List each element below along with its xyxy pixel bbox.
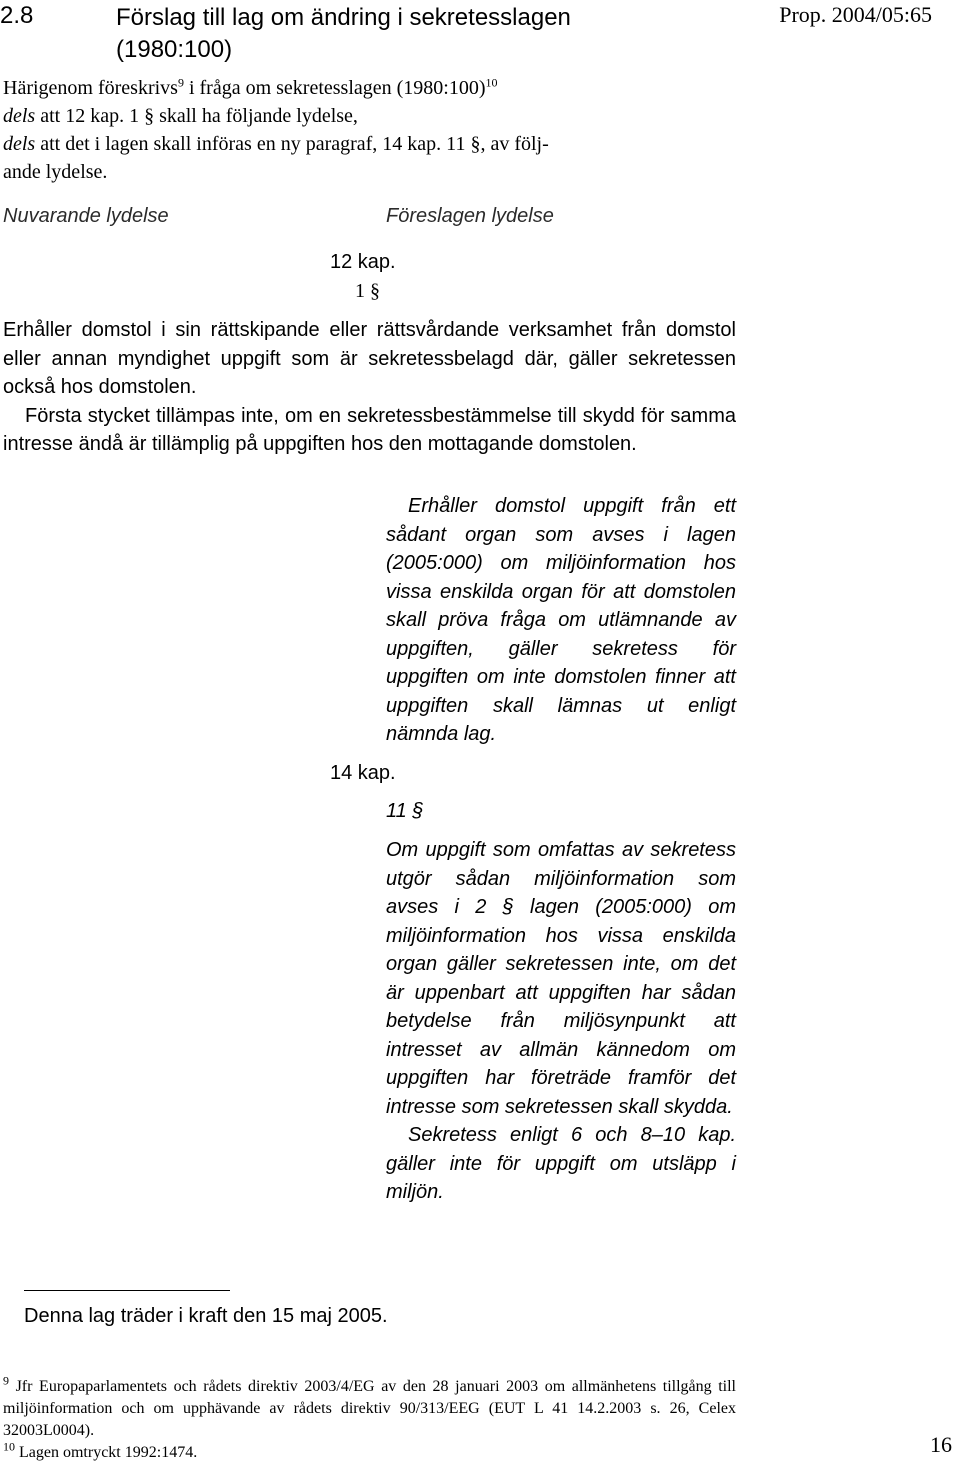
proposed-wording-heading: Föreslagen lydelse [386,205,554,227]
current-wording-heading: Nuvarande lydelse [3,205,169,227]
intro-paragraph [3,74,643,186]
chapter-12-proposed-addition: Erhåller domstol uppgift från ett sådant organ som avses i lagen (2005:000) om miljöinformation hos vissa enskilda organ för att domstolen skall pröva fråga om utlämnande av uppgiften, gäller sekretess för uppgiften om inte domstolen finner att uppgiften skall lämnas ut enligt nämnda lag. [386,495,736,745]
section-title [116,2,571,66]
chapter-14-body [386,836,736,1207]
footnotes [3,1373,736,1464]
proposition-reference: Prop. 2004/05:65 [779,2,932,27]
chapter-14-paragraph-2: Sekretess enligt 6 och 8–10 kap. gäller inte för uppgift om utsläpp i miljön. [386,1124,736,1203]
footnote-10: $^{10}$ Lagen omtryckt 1992:1474. [3,1439,198,1461]
section-title-line2: (1980:100) [116,36,233,63]
chapter-12-section-1: 1 § [355,280,380,302]
page-number: 16 [930,1432,952,1457]
section-number: 2.8 [0,2,34,29]
footnote-ref-9: 9 [177,75,184,90]
chapter-12-paragraph-2: Första stycket tillämpas inte, om en sekretessbestämmelse till skydd för samma intresse ändå är tillämplig på uppgiften hos den mottagande domstolen. [3,404,736,455]
intro-line1: Härigenom föreskrivs$^9$ i fråga om sekretesslagen (1980:100)$^{10}$ [3,75,498,99]
chapter-14-heading: 14 kap. [330,762,396,784]
intro-line4: ande lydelse. [3,161,108,183]
footnote-ref-10: 10 [485,75,498,90]
intro-line2: dels att 12 kap. 1 § skall ha följande lydelse, [3,105,358,127]
footnote-9: $^9$ Jfr Europaparlamentets och rådets direktiv 2003/4/EG av den 28 januari 2003 om allmänhetens tillgång till miljöinformation och om upphävande av rådets direktiv 90/313/EEG (EUT L 41 14.2.2003 s. 26, Celex 32003L0004). [3,1373,736,1439]
intro-line3: dels att det i lagen skall införas en ny paragraf, 14 kap. 11 §, av följ- [3,133,549,155]
chapter-12-body [3,316,736,459]
chapter-12-heading: 12 kap. [330,251,396,273]
chapter-14-section-11: 11 § [386,800,424,822]
chapter-14-paragraph-1: Om uppgift som omfattas av sekretess utgör sådan miljöinformation som avses i 2 § lagen (2005:000) om miljöinformation hos vissa enskilda organ gäller sekretessen inte, om det är uppenbart att uppgiften har sådan betydelse från miljösynpunkt att intresset av allmän kännedom om uppgiften har företräde framför det intresse som sekretessen skall skydda. [386,839,736,1118]
chapter-12-paragraph-1: Erhåller domstol i sin rättskipande eller rättsvårdande verksamhet från domstol eller annan myndighet uppgift som är sekretessbelagd där, gäller sekretessen också hos domstolen. [3,319,736,398]
effective-date: Denna lag träder i kraft den 15 maj 2005. [24,1305,388,1327]
section-title-line1: Förslag till lag om ändring i sekretesslagen [116,4,571,31]
footnote-divider [24,1290,230,1291]
